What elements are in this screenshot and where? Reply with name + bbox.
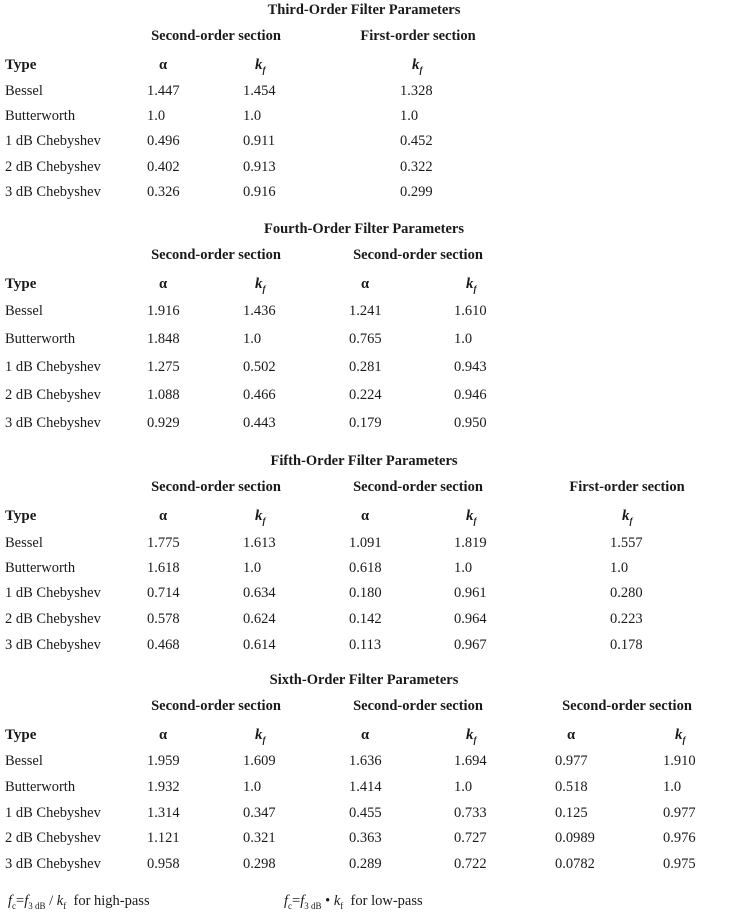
cell-value: 0.618 <box>349 560 382 576</box>
table-title: Sixth-Order Filter Parameters <box>269 672 459 688</box>
section-header: Second-order section <box>151 28 281 44</box>
cell-value: 1.910 <box>663 753 696 769</box>
section-header: First-order section <box>569 479 685 495</box>
cell-value: 1.0 <box>400 108 419 124</box>
cell-value: 0.496 <box>147 133 180 149</box>
row-type-label: 1 dB Chebyshev <box>5 133 101 149</box>
cell-value: 0.280 <box>610 585 643 601</box>
cell-value: 1.694 <box>454 753 487 769</box>
cell-value: 0.518 <box>555 779 588 795</box>
cell-value: 1.0 <box>610 560 629 576</box>
row-type-label: Bessel <box>5 535 43 551</box>
section-header: Second-order section <box>562 698 692 714</box>
cell-value: 0.281 <box>349 359 382 375</box>
kf-header: $k_f$ <box>466 727 477 745</box>
cell-value: 0.125 <box>555 805 588 821</box>
cell-value: 0.298 <box>243 856 276 872</box>
cell-value: 0.502 <box>243 359 276 375</box>
cell-value: 0.0989 <box>555 830 595 846</box>
cell-value: 0.624 <box>243 611 276 627</box>
cell-value: 0.967 <box>454 637 487 653</box>
alpha-header: α <box>159 276 168 292</box>
cell-value: 1.636 <box>349 753 382 769</box>
cell-value: 0.178 <box>610 637 643 653</box>
cell-value: 0.958 <box>147 856 180 872</box>
row-type-label: 2 dB Chebyshev <box>5 159 101 175</box>
table-title: Third-Order Filter Parameters <box>267 2 461 18</box>
cell-value: 0.765 <box>349 331 382 347</box>
cell-value: 0.179 <box>349 415 382 431</box>
cell-value: 1.328 <box>400 83 433 99</box>
cell-value: 0.113 <box>349 637 382 653</box>
alpha-header: α <box>361 508 370 524</box>
cell-value: 1.0 <box>243 331 262 347</box>
cell-value: 0.943 <box>454 359 487 375</box>
table-title: Fourth-Order Filter Parameters <box>264 221 464 237</box>
cell-value: 0.322 <box>400 159 433 175</box>
kf-header: $k_f$ <box>622 508 633 526</box>
cell-value: 0.452 <box>400 133 433 149</box>
cell-value: 0.363 <box>349 830 382 846</box>
alpha-header: α <box>567 727 576 743</box>
cell-value: 1.0 <box>454 331 473 347</box>
row-type-label: Butterworth <box>5 779 76 795</box>
cell-value: 0.714 <box>147 585 180 601</box>
row-type-label: 3 dB Chebyshev <box>5 637 101 653</box>
cell-value: 0.976 <box>663 830 696 846</box>
cell-value: 0.964 <box>454 611 487 627</box>
row-type-label: Bessel <box>5 83 43 99</box>
cell-value: 1.121 <box>147 830 180 846</box>
cell-value: 0.950 <box>454 415 487 431</box>
cell-value: 1.0 <box>243 779 262 795</box>
cell-value: 1.959 <box>147 753 180 769</box>
cell-value: 0.224 <box>349 387 382 403</box>
row-type-label: 2 dB Chebyshev <box>5 611 101 627</box>
section-header: Second-order section <box>151 247 281 263</box>
row-type-label: 1 dB Chebyshev <box>5 585 101 601</box>
cell-value: 0.455 <box>349 805 382 821</box>
cell-value: 1.0 <box>243 560 262 576</box>
cell-value: 1.610 <box>454 303 487 319</box>
row-type-label: 3 dB Chebyshev <box>5 856 101 872</box>
row-type-label: Butterworth <box>5 560 76 576</box>
cell-value: 0.977 <box>555 753 588 769</box>
section-header: Second-order section <box>353 698 483 714</box>
cell-value: 0.946 <box>454 387 487 403</box>
section-header: Second-order section <box>151 698 281 714</box>
cell-value: 0.180 <box>349 585 382 601</box>
cell-value: 1.932 <box>147 779 180 795</box>
cell-value: 0.975 <box>663 856 696 872</box>
cell-value: 0.299 <box>400 184 433 200</box>
cell-value: 1.916 <box>147 303 180 319</box>
kf-header: $k_f$ <box>466 276 477 294</box>
cell-value: 0.443 <box>243 415 276 431</box>
kf-header: $k_f$ <box>466 508 477 526</box>
cell-value: 1.609 <box>243 753 276 769</box>
cell-value: 1.088 <box>147 387 180 403</box>
type-header: Type <box>5 508 37 524</box>
type-header: Type <box>5 727 37 743</box>
cell-value: 0.916 <box>243 184 276 200</box>
cell-value: 1.447 <box>147 83 180 99</box>
cell-value: 1.0 <box>663 779 682 795</box>
cell-value: 1.0 <box>454 560 473 576</box>
cell-value: 0.911 <box>243 133 276 149</box>
footnote-low-pass: $f_c=f_{3 dB}$ • $k_f$ for low-pass <box>284 893 423 911</box>
row-type-label: 3 dB Chebyshev <box>5 415 101 431</box>
section-header: First-order section <box>360 28 476 44</box>
cell-value: 0.321 <box>243 830 276 846</box>
cell-value: 1.275 <box>147 359 180 375</box>
row-type-label: 1 dB Chebyshev <box>5 359 101 375</box>
table-title: Fifth-Order Filter Parameters <box>270 453 458 469</box>
kf-header: $k_f$ <box>255 508 266 526</box>
cell-value: 0.0782 <box>555 856 595 872</box>
row-type-label: Bessel <box>5 753 43 769</box>
type-header: Type <box>5 276 37 292</box>
cell-value: 0.466 <box>243 387 276 403</box>
cell-value: 0.326 <box>147 184 180 200</box>
cell-value: 0.961 <box>454 585 487 601</box>
row-type-label: Bessel <box>5 303 43 319</box>
cell-value: 1.436 <box>243 303 276 319</box>
cell-value: 0.614 <box>243 637 276 653</box>
cell-value: 1.618 <box>147 560 180 576</box>
section-header: Second-order section <box>353 247 483 263</box>
alpha-header: α <box>159 727 168 743</box>
alpha-header: α <box>361 727 370 743</box>
alpha-header: α <box>159 57 168 73</box>
cell-value: 0.733 <box>454 805 487 821</box>
cell-value: 0.578 <box>147 611 180 627</box>
kf-header: $k_f$ <box>255 57 266 75</box>
row-type-label: 3 dB Chebyshev <box>5 184 101 200</box>
row-type-label: Butterworth <box>5 108 76 124</box>
row-type-label: Butterworth <box>5 331 76 347</box>
cell-value: 0.347 <box>243 805 276 821</box>
cell-value: 1.775 <box>147 535 180 551</box>
kf-header: $k_f$ <box>675 727 686 745</box>
kf-header: $k_f$ <box>255 727 266 745</box>
cell-value: 1.0 <box>454 779 473 795</box>
alpha-header: α <box>159 508 168 524</box>
row-type-label: 2 dB Chebyshev <box>5 387 101 403</box>
cell-value: 1.557 <box>610 535 643 551</box>
section-header: Second-order section <box>353 479 483 495</box>
alpha-header: α <box>361 276 370 292</box>
cell-value: 0.929 <box>147 415 180 431</box>
section-header: Second-order section <box>151 479 281 495</box>
cell-value: 0.402 <box>147 159 180 175</box>
cell-value: 0.977 <box>663 805 696 821</box>
cell-value: 0.468 <box>147 637 180 653</box>
kf-header: $k_f$ <box>255 276 266 294</box>
cell-value: 0.722 <box>454 856 487 872</box>
cell-value: 0.289 <box>349 856 382 872</box>
cell-value: 1.0 <box>243 108 262 124</box>
cell-value: 1.848 <box>147 331 180 347</box>
cell-value: 0.223 <box>610 611 643 627</box>
cell-value: 0.727 <box>454 830 487 846</box>
cell-value: 1.241 <box>349 303 382 319</box>
type-header: Type <box>5 57 37 73</box>
cell-value: 1.0 <box>147 108 166 124</box>
footnote-high-pass: $f_c=f_{3 dB} / k_f$ for high-pass <box>8 893 150 911</box>
kf-header: $k_f$ <box>412 57 423 75</box>
row-type-label: 1 dB Chebyshev <box>5 805 101 821</box>
cell-value: 1.819 <box>454 535 487 551</box>
cell-value: 0.913 <box>243 159 276 175</box>
cell-value: 1.454 <box>243 83 276 99</box>
row-type-label: 2 dB Chebyshev <box>5 830 101 846</box>
cell-value: 0.142 <box>349 611 382 627</box>
cell-value: 1.091 <box>349 535 382 551</box>
cell-value: 0.634 <box>243 585 276 601</box>
cell-value: 1.314 <box>147 805 180 821</box>
cell-value: 1.613 <box>243 535 276 551</box>
cell-value: 1.414 <box>349 779 382 795</box>
